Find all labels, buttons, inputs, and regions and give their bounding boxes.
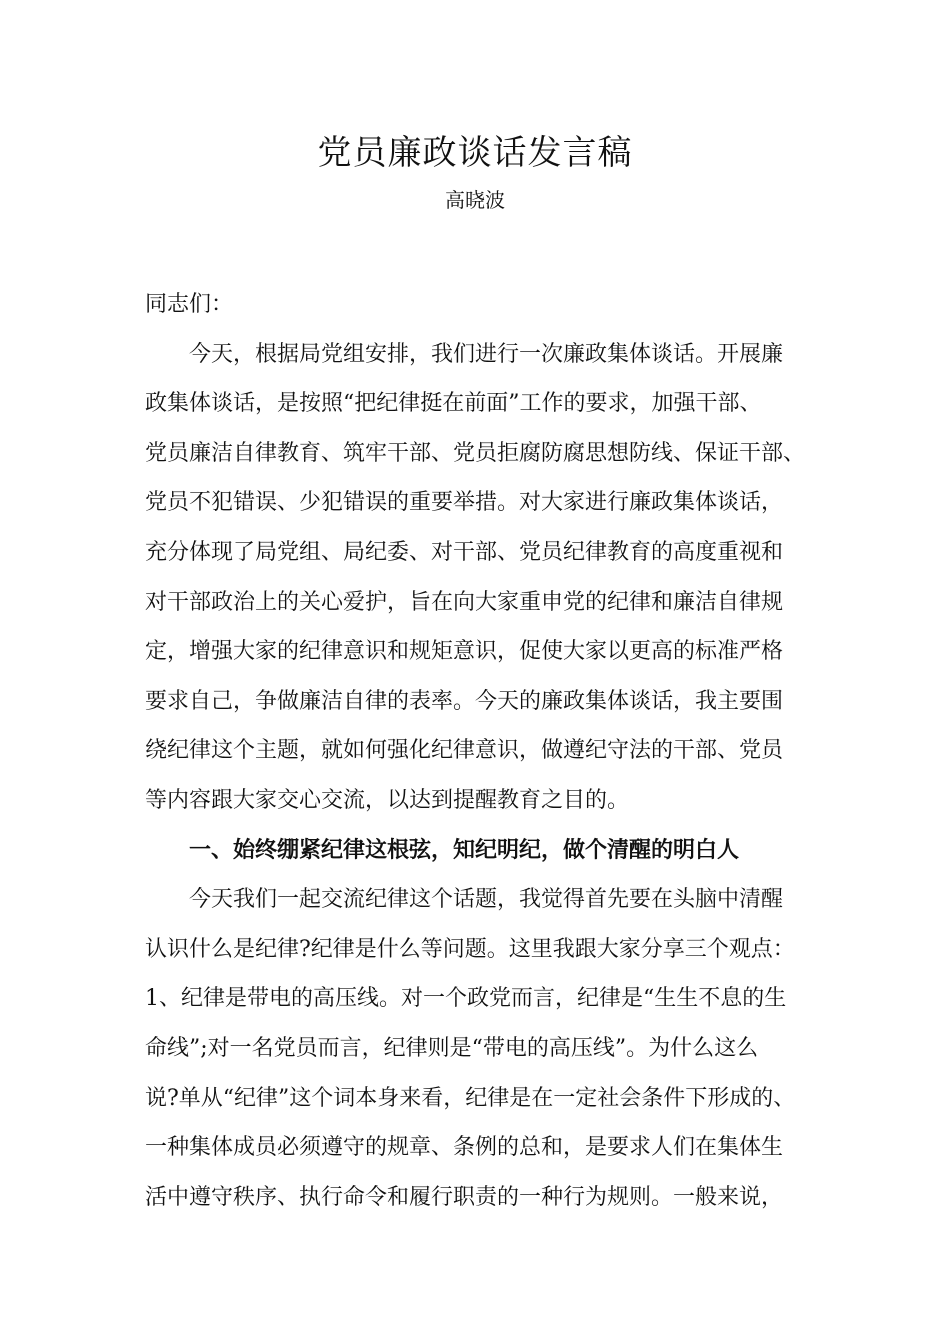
body-text-line: 说?单从“纪律”这个词本身来看，纪律是在一定社会条件下形成的、 xyxy=(145,1085,796,1111)
body-text-line: 活中遵守秩序、执行命令和履行职责的一种行为规则。一般来说， xyxy=(145,1184,784,1210)
body-text-line: 政集体谈话，是按照“把纪律挺在前面”工作的要求，加强干部、 xyxy=(145,391,762,417)
body-text-line: 定，增强大家的纪律意识和规矩意识，促使大家以更高的标准严格 xyxy=(145,639,784,665)
body-text-line: 一种集体成员必须遵守的规章、条例的总和，是要求人们在集体生 xyxy=(145,1135,784,1161)
body-text-line: 对干部政治上的关心爱护，旨在向大家重申党的纪律和廉洁自律规 xyxy=(145,589,784,615)
section-heading: 一、始终绷紧纪律这根弦，知纪明纪，做个清醒的明白人 xyxy=(189,836,740,863)
document-title: 党员廉政谈话发言稿 xyxy=(317,133,633,173)
body-text-line: 充分体现了局党组、局纪委、对干部、党员纪律教育的高度重视和 xyxy=(145,539,784,565)
body-text-line: 绕纪律这个主题，就如何强化纪律意识，做遵纪守法的干部、党员 xyxy=(145,738,784,764)
body-text-line: 党员不犯错误、少犯错误的重要举措。对大家进行廉政集体谈话， xyxy=(145,490,784,516)
body-text-line: 党员廉洁自律教育、筑牢干部、党员拒腐防腐思想防线、保证干部、 xyxy=(145,440,806,466)
body-text-line: 今天，根据局党组安排，我们进行一次廉政集体谈话。开展廉 xyxy=(189,341,784,367)
body-text-line: 命线”;对一名党员而言，纪律则是“带电的高压线”。为什么这么 xyxy=(145,1035,759,1061)
body-text-line: 等内容跟大家交心交流，以达到提醒教育之目的。 xyxy=(145,787,630,813)
document-body xyxy=(145,280,835,1222)
body-text-line: 要求自己，争做廉洁自律的表率。今天的廉政集体谈话，我主要围 xyxy=(145,688,784,714)
body-text-line: 1、纪律是带电的高压线。对一个政党而言，纪律是“生生不息的生 xyxy=(145,986,787,1012)
document-author: 高晓波 xyxy=(445,188,505,212)
body-text-line: 今天我们一起交流纪律这个话题，我觉得首先要在头脑中清醒 xyxy=(189,887,784,913)
body-text-line: 同志们： xyxy=(145,292,234,317)
body-text-line: 认识什么是纪律?纪律是什么等问题。这里我跟大家分享三个观点： xyxy=(145,936,795,962)
